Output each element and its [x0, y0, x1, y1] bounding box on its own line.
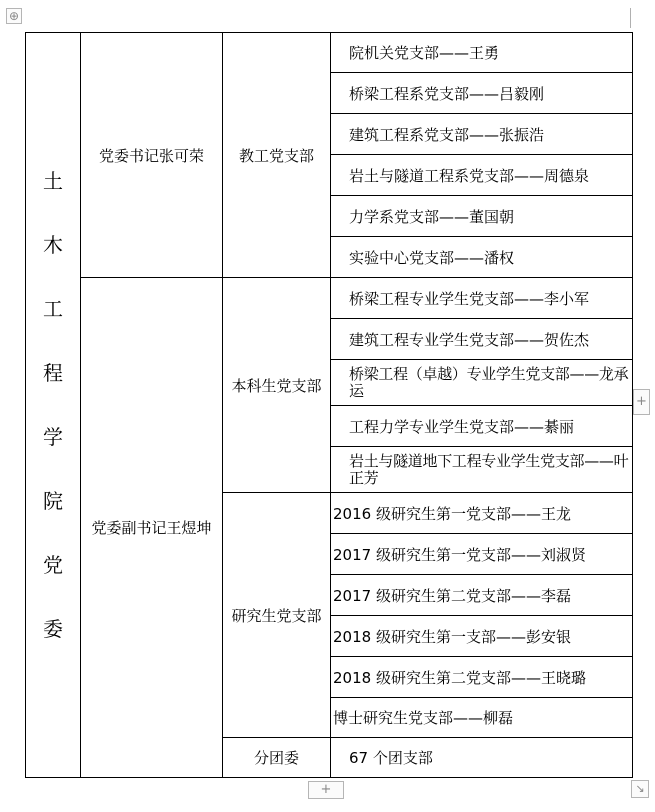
title-char: 委: [43, 617, 63, 641]
title-char: 土: [43, 169, 63, 193]
branch-row: 2018 级研究生第一支部——彭安银: [333, 627, 571, 646]
branch-row: 2017 级研究生第一党支部——刘淑贤: [333, 545, 586, 564]
branch-row: 实验中心党支部——潘权: [349, 248, 515, 267]
branch-row: 桥梁工程专业学生党支部——李小军: [349, 289, 590, 308]
branch-row: 建筑工程专业学生党支部——贺佐杰: [349, 330, 590, 349]
youth-league-group: 分团委: [253, 749, 299, 767]
title-char: 木: [43, 233, 63, 257]
branch-row: 2016 级研究生第一党支部——王龙: [333, 504, 571, 523]
deputy-secretary-cell: 党委副书记王煜坤: [91, 519, 212, 537]
branch-row: 博士研究生党支部——柳磊: [333, 709, 514, 727]
title-char: 院: [43, 489, 63, 513]
staff-branch-group: 教工党支部: [238, 146, 314, 165]
college-committee-title: [26, 33, 80, 777]
branch-row: 院机关党支部——王勇: [349, 44, 500, 62]
table-border-bottom: [25, 777, 633, 778]
title-char: 党: [43, 553, 63, 577]
league-branches: 67 个团支部: [349, 749, 433, 767]
branch-row: 建筑工程系党支部——张振浩: [349, 125, 545, 144]
branch-row: 工程力学专业学生党支部——綦丽: [349, 417, 575, 436]
graduate-branch-group: 研究生党支部: [231, 606, 322, 625]
secretary-cell: 党委书记张可荣: [98, 146, 204, 165]
branch-row: 岩土与隧道工程系党支部——周德泉: [349, 166, 590, 185]
branch-row: 桥梁工程（卓越）专业学生党支部——龙承运: [349, 364, 629, 400]
branch-row: 2017 级研究生第二党支部——李磊: [333, 586, 571, 605]
undergrad-branch-group: 本科生党支部: [231, 376, 322, 395]
add-column-icon[interactable]: +: [633, 389, 650, 415]
title-char: 工: [43, 297, 63, 321]
branch-row: 岩土与隧道地下工程专业学生党支部——叶正芳: [349, 451, 629, 487]
table-move-handle-icon[interactable]: ⊕: [6, 8, 22, 24]
title-char: 学: [43, 425, 63, 449]
branch-row: 桥梁工程系党支部——吕毅刚: [349, 84, 545, 103]
table-resize-icon[interactable]: ↘: [631, 780, 649, 798]
add-row-icon[interactable]: +: [308, 781, 344, 799]
branch-row: 2018 级研究生第二党支部——王晓璐: [333, 668, 586, 687]
title-char: 程: [43, 361, 63, 385]
branch-row: 力学系党支部——董国朝: [349, 207, 515, 226]
